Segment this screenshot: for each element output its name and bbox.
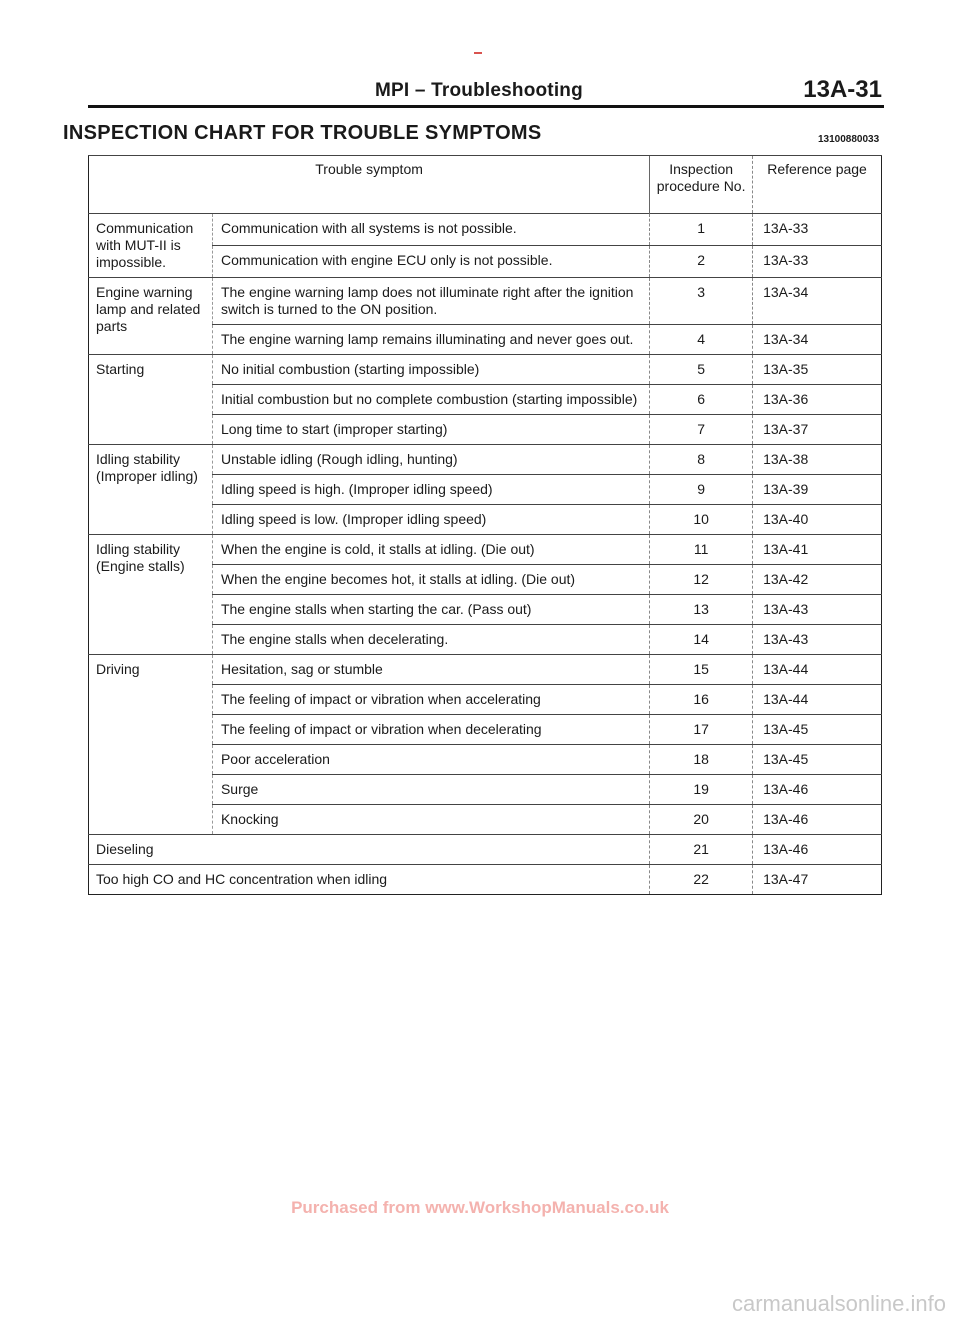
procedure-number-cell: 20 [650,805,753,835]
symptom-cell: Poor acceleration [212,745,649,775]
symptom-cell: Initial combustion but no complete combustion (starting impossible) [212,385,649,415]
reference-page-cell: 13A-35 [753,355,882,385]
reference-page-cell: 13A-44 [753,685,882,715]
symptom-cell: Dieseling [89,835,650,865]
reference-page-cell: 13A-46 [753,835,882,865]
procedure-number-cell: 21 [650,835,753,865]
reference-page-cell: 13A-34 [753,325,882,355]
category-cell: Communication with MUT-II is impossible. [89,214,213,278]
symptom-cell: Hesitation, sag or stumble [212,655,649,685]
procedure-number-cell: 1 [650,214,753,246]
procedure-number-cell: 7 [650,415,753,445]
reference-page-cell: 13A-46 [753,805,882,835]
symptom-cell: Unstable idling (Rough idling, hunting) [212,445,649,475]
reference-page-cell: 13A-39 [753,475,882,505]
reference-page-cell: 13A-33 [753,214,882,246]
symptom-cell: Surge [212,775,649,805]
page-header [88,78,884,108]
table-body [89,214,882,895]
header-trouble-symptom: Trouble symptom [89,156,650,214]
table-row [89,835,882,865]
procedure-number-cell: 2 [650,246,753,278]
reference-page-cell: 13A-45 [753,715,882,745]
category-cell: Driving [89,655,213,835]
procedure-number-cell: 6 [650,385,753,415]
procedure-number-cell: 11 [650,535,753,565]
watermark: Purchased from www.WorkshopManuals.co.uk [291,1198,669,1217]
reference-page-cell: 13A-38 [753,445,882,475]
site-watermark: carmanualsonline.info [731,1291,946,1316]
reference-page-cell: 13A-47 [753,865,882,895]
symptom-cell: Communication with engine ECU only is not possible. [212,246,649,278]
table-row [89,865,882,895]
procedure-number-cell: 3 [650,278,753,325]
table-header-row [89,156,882,214]
procedure-number-cell: 9 [650,475,753,505]
symptom-cell: The feeling of impact or vibration when decelerating [212,715,649,745]
symptom-cell: When the engine is cold, it stalls at idling. (Die out) [212,535,649,565]
procedure-number-cell: 18 [650,745,753,775]
symptom-cell: The engine warning lamp does not illuminate right after the ignition switch is turned to the ON position. [212,278,649,325]
page-number: 13A-31 [803,76,882,103]
symptom-cell: Idling speed is low. (Improper idling speed) [212,505,649,535]
symptom-cell: The feeling of impact or vibration when accelerating [212,685,649,715]
table-row [89,355,882,385]
reference-page-cell: 13A-44 [753,655,882,685]
reference-page-cell: 13A-34 [753,278,882,325]
procedure-number-cell: 13 [650,595,753,625]
category-cell: Idling stability (Engine stalls) [89,535,213,655]
symptom-cell: The engine stalls when starting the car. (Pass out) [212,595,649,625]
symptom-cell: When the engine becomes hot, it stalls at idling. (Die out) [212,565,649,595]
reference-page-cell: 13A-45 [753,745,882,775]
reference-page-cell: 13A-41 [753,535,882,565]
table-row [89,278,882,325]
symptom-cell: Too high CO and HC concentration when idling [89,865,650,895]
reference-page-cell: 13A-33 [753,246,882,278]
procedure-number-cell: 17 [650,715,753,745]
table-row [89,445,882,475]
reference-page-cell: 13A-43 [753,595,882,625]
table-row [89,655,882,685]
scan-mark [474,52,482,54]
section-title: MPI – Troubleshooting [375,80,583,101]
reference-page-cell: 13A-46 [753,775,882,805]
procedure-number-cell: 22 [650,865,753,895]
symptom-cell: The engine stalls when decelerating. [212,625,649,655]
category-cell: Engine warning lamp and related parts [89,278,213,355]
reference-page-cell: 13A-42 [753,565,882,595]
chart-title: INSPECTION CHART FOR TROUBLE SYMPTOMS [63,122,542,144]
procedure-number-cell: 8 [650,445,753,475]
reference-page-cell: 13A-37 [753,415,882,445]
category-cell: Starting [89,355,213,445]
symptom-cell: The engine warning lamp remains illuminating and never goes out. [212,325,649,355]
procedure-number-cell: 19 [650,775,753,805]
table-row [89,535,882,565]
header-rule [88,105,884,108]
reference-page-cell: 13A-43 [753,625,882,655]
category-cell: Idling stability (Improper idling) [89,445,213,535]
header-reference-page: Reference page [753,156,882,214]
symptom-cell: Communication with all systems is not possible. [212,214,649,246]
procedure-number-cell: 16 [650,685,753,715]
reference-page-cell: 13A-36 [753,385,882,415]
procedure-number-cell: 14 [650,625,753,655]
table-row [89,214,882,246]
header-inspection-procedure: Inspection procedure No. [650,156,753,214]
procedure-number-cell: 10 [650,505,753,535]
procedure-number-cell: 4 [650,325,753,355]
procedure-number-cell: 15 [650,655,753,685]
symptom-cell: Long time to start (improper starting) [212,415,649,445]
symptom-cell: Idling speed is high. (Improper idling speed) [212,475,649,505]
symptom-cell: Knocking [212,805,649,835]
document-code: 13100880033 [818,134,880,145]
reference-page-cell: 13A-40 [753,505,882,535]
symptom-cell: No initial combustion (starting impossible) [212,355,649,385]
symptom-table [88,155,882,895]
procedure-number-cell: 5 [650,355,753,385]
procedure-number-cell: 12 [650,565,753,595]
